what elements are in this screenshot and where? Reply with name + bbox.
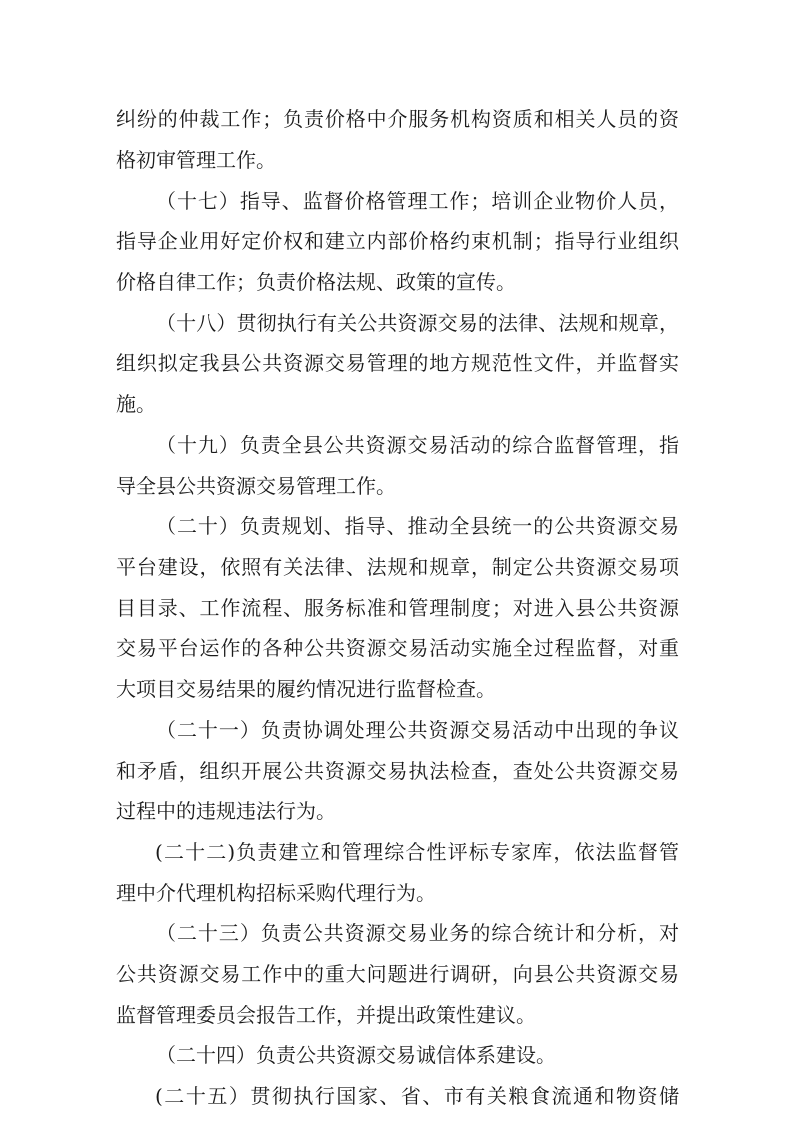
text-line: 交易平台运作的各种公共资源交易活动实施全过程监督，对重 — [116, 636, 679, 660]
text-line: (二十五）贯彻执行国家、省、市有关粮食流通和物资储 — [155, 1084, 679, 1108]
text-line: 和矛盾，组织开展公共资源交易执法检查，查处公共资源交易 — [116, 759, 679, 783]
text-line: 监督管理委员会报告工作，并提出政策性建议。 — [116, 1003, 536, 1027]
text-line: 施。 — [116, 392, 156, 416]
text-line: 大项目交易结果的履约情况进行监督检查。 — [116, 677, 496, 701]
text-line: （十八）贯彻执行有关公共资源交易的法律、法规和规章， — [156, 311, 679, 335]
text-line: 导全县公共资源交易管理工作。 — [116, 474, 396, 498]
text-line: 理中介代理机构招标采购代理行为。 — [116, 881, 436, 905]
text-line: （十九）负责全县公共资源交易活动的综合监督管理，指 — [156, 433, 679, 457]
text-line: （十七）指导、监督价格管理工作；培训企业物价人员， — [156, 189, 679, 213]
text-line: 目目录、工作流程、服务标准和管理制度；对进入县公共资源 — [116, 596, 679, 620]
text-line: 价格自律工作；负责价格法规、政策的宣传。 — [116, 270, 516, 294]
text-line: (二十二)负责建立和管理综合性评标专家库，依法监督管 — [155, 840, 679, 864]
text-line: 格初审管理工作。 — [116, 148, 276, 172]
text-line: 平台建设，依照有关法律、法规和规章，制定公共资源交易项 — [116, 555, 679, 579]
text-line: 组织拟定我县公共资源交易管理的地方规范性文件，并监督实 — [116, 351, 679, 375]
text-line: 纠纷的仲裁工作；负责价格中介服务机构资质和相关人员的资 — [116, 107, 679, 131]
text-line: 公共资源交易工作中的重大问题进行调研，向县公共资源交易 — [116, 962, 679, 986]
text-line: （二十三）负责公共资源交易业务的综合统计和分析，对 — [156, 921, 679, 945]
text-line: 过程中的违规违法行为。 — [116, 799, 336, 823]
text-line: 指导企业用好定价权和建立内部价格约束机制；指导行业组织 — [116, 229, 679, 253]
text-line: （二十）负责规划、指导、推动全县统一的公共资源交易 — [156, 514, 679, 538]
text-line: （二十四）负责公共资源交易诚信体系建设。 — [156, 1043, 556, 1067]
text-line: （二十一）负责协调处理公共资源交易活动中出现的争议 — [156, 718, 679, 742]
